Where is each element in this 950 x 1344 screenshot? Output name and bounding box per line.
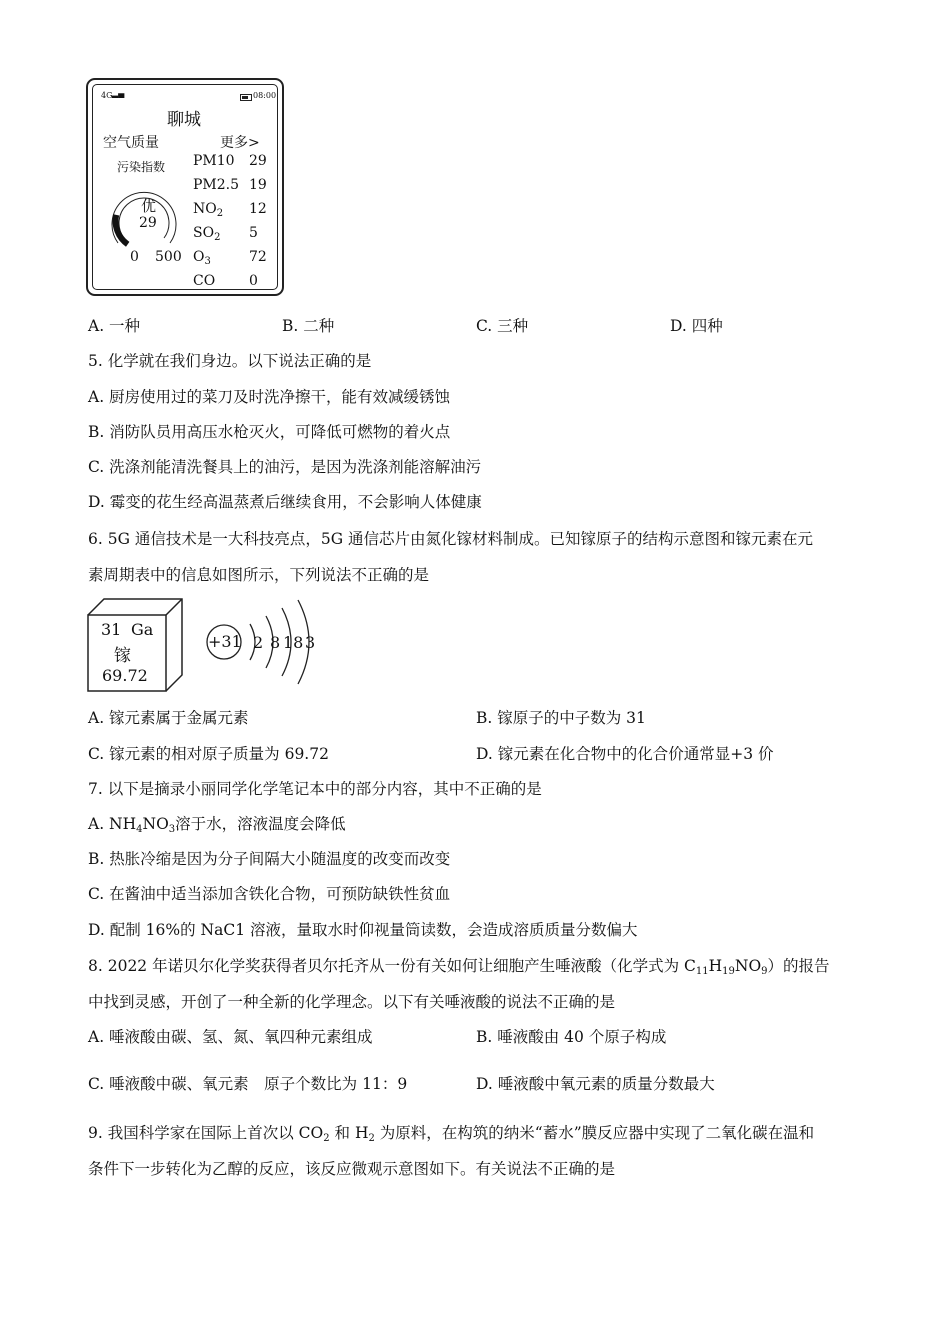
status-time: 08:00 xyxy=(253,91,277,100)
q9-stem-line2: 条件下一步转化为乙醇的反应，该反应微观示意图如下。有关说法不正确的是 xyxy=(88,1160,616,1178)
gauge-grade: 优 xyxy=(141,197,157,215)
q6-option-a[interactable]: A. 镓元素属于金属元素 xyxy=(88,709,249,727)
q8-sub: 19 xyxy=(722,966,735,977)
q8-option-c[interactable]: C. 唾液酸中碳、氧元素 原子个数比为 11：9 xyxy=(88,1075,408,1093)
shell-4-electrons: 3 xyxy=(305,633,316,652)
pollutant-value: 29 xyxy=(249,153,267,169)
q5-option-c[interactable]: C. 洗涤剂能清洗餐具上的油污，是因为洗涤剂能溶解油污 xyxy=(88,458,482,476)
element-name: 镓 xyxy=(114,646,131,666)
q5-option-a[interactable]: A. 厨房使用过的菜刀及时洗净擦干，能有效减缓锈蚀 xyxy=(88,388,451,406)
city-name: 聊城 xyxy=(167,110,201,130)
gauge-min: 0 xyxy=(130,249,139,265)
pollutant-name: $SO_2$ xyxy=(193,225,221,243)
pollutant-name: CO xyxy=(193,273,216,289)
pollution-gauge xyxy=(104,181,184,251)
q7-a-text: A. NH xyxy=(88,815,137,833)
shell-3-electrons: 18 xyxy=(283,633,304,652)
q5-stem: 5. 化学就在我们身边。以下说法正确的是 xyxy=(88,352,372,370)
q6-option-d[interactable]: D. 镓元素在化合物中的化合价通常显+3 价 xyxy=(476,745,774,763)
pollutant-value: 0 xyxy=(249,273,258,289)
q9-text: 为原料，在构筑的纳米“蓄水”膜反应器中实现了二氧化碳在温和 xyxy=(374,1124,815,1142)
pollution-index-label: 污染指数 xyxy=(117,160,166,174)
signal-icon: ▂▄ xyxy=(112,89,125,98)
q7-a-sub: 4 xyxy=(136,824,143,835)
q7-stem: 7. 以下是摘录小丽同学化学笔记本中的部分内容，其中不正确的是 xyxy=(88,780,542,798)
q5-option-d[interactable]: D. 霉变的花生经高温蒸煮后继续食用，不会影响人体健康 xyxy=(88,493,482,511)
q8-option-b[interactable]: B. 唾液酸由 40 个原子构成 xyxy=(476,1028,667,1046)
pollutant-name: $O_3$ xyxy=(193,249,211,267)
q7-a-text: NO xyxy=(142,815,169,833)
pollutant-name: PM10 xyxy=(193,153,235,169)
q8-stem-line2: 中找到灵感，开创了一种全新的化学理念。以下有关唾液酸的说法不正确的是 xyxy=(88,993,616,1011)
element-number: 31 xyxy=(101,620,122,639)
signal-indicator: 4G xyxy=(101,91,113,100)
q7-a-sub: 3 xyxy=(168,824,176,835)
q8-option-d[interactable]: D. 唾液酸中氧元素的质量分数最大 xyxy=(476,1075,715,1093)
pollutant-name: PM2.5 xyxy=(193,177,240,193)
q7-option-d[interactable]: D. 配制 16%的 NaC1 溶液，量取水时仰视量筒读数，会造成溶质质量分数偏大 xyxy=(88,921,638,939)
shell-1-electrons: 2 xyxy=(253,633,264,652)
q8-option-a[interactable]: A. 唾液酸由碳、氢、氮、氧四种元素组成 xyxy=(88,1028,373,1046)
pollutant-value: 12 xyxy=(249,201,267,217)
air-quality-label: 空气质量 xyxy=(103,135,159,151)
battery-icon xyxy=(240,94,252,101)
q9-text: 9. 我国科学家在国际上首次以 CO xyxy=(88,1124,324,1142)
q8-text: ）的报告 xyxy=(767,957,830,975)
pollutant-value: 5 xyxy=(249,225,258,241)
q9-text: 和 H xyxy=(329,1124,369,1142)
pollutant-value: 19 xyxy=(249,177,267,193)
q8-sub: 9 xyxy=(761,966,768,977)
shell-2-electrons: 8 xyxy=(270,633,281,652)
q7-option-c[interactable]: C. 在酱油中适当添加含铁化合物，可预防缺铁性贫血 xyxy=(88,885,451,903)
q9-sub: 2 xyxy=(368,1133,375,1144)
atom-nucleus: +31 xyxy=(208,632,242,651)
q7-option-a[interactable] xyxy=(88,812,346,834)
q6-stem-line1: 6. 5G 通信技术是一大科技亮点，5G 通信芯片由氮化镓材料制成。已知镓原子的结构示意图和镓元素在元 xyxy=(88,530,814,548)
q7-option-b[interactable]: B. 热胀冷缩是因为分子间隔大小随温度的改变而改变 xyxy=(88,850,451,868)
q8-text: NO xyxy=(734,957,762,975)
gauge-value: 29 xyxy=(139,215,157,231)
q8-text: 8. 2022 年诺贝尔化学奖获得者贝尔托齐从一份有关如何让细胞产生唾液酸（化学式为 C xyxy=(88,957,696,975)
q4-option-b[interactable]: B. 二种 xyxy=(282,317,335,335)
q8-sub: 11 xyxy=(695,966,709,977)
q4-option-c[interactable]: C. 三种 xyxy=(476,317,529,335)
element-mass: 69.72 xyxy=(102,666,148,685)
q4-option-d[interactable]: D. 四种 xyxy=(670,317,723,335)
element-symbol: Ga xyxy=(131,620,154,639)
q5-option-b[interactable]: B. 消防队员用高压水枪灭火，可降低可燃物的着火点 xyxy=(88,423,451,441)
q9-stem-line1 xyxy=(88,1121,814,1143)
q8-stem-line1 xyxy=(88,954,830,976)
q7-a-text: 溶于水，溶液温度会降低 xyxy=(175,815,346,833)
q4-option-a[interactable]: A. 一种 xyxy=(88,317,141,335)
q6-stem-line2: 素周期表中的信息如图所示，下列说法不正确的是 xyxy=(88,566,430,584)
q6-option-b[interactable]: B. 镓原子的中子数为 31 xyxy=(476,709,646,727)
q8-text: H xyxy=(708,957,723,975)
q6-option-c[interactable]: C. 镓元素的相对原子质量为 69.72 xyxy=(88,745,329,763)
more-link[interactable]: 更多> xyxy=(220,135,260,151)
gauge-max: 500 xyxy=(155,249,182,265)
q9-sub: 2 xyxy=(323,1133,330,1144)
pollutant-value: 72 xyxy=(249,249,267,265)
pollutant-name: $NO_2$ xyxy=(193,201,224,219)
